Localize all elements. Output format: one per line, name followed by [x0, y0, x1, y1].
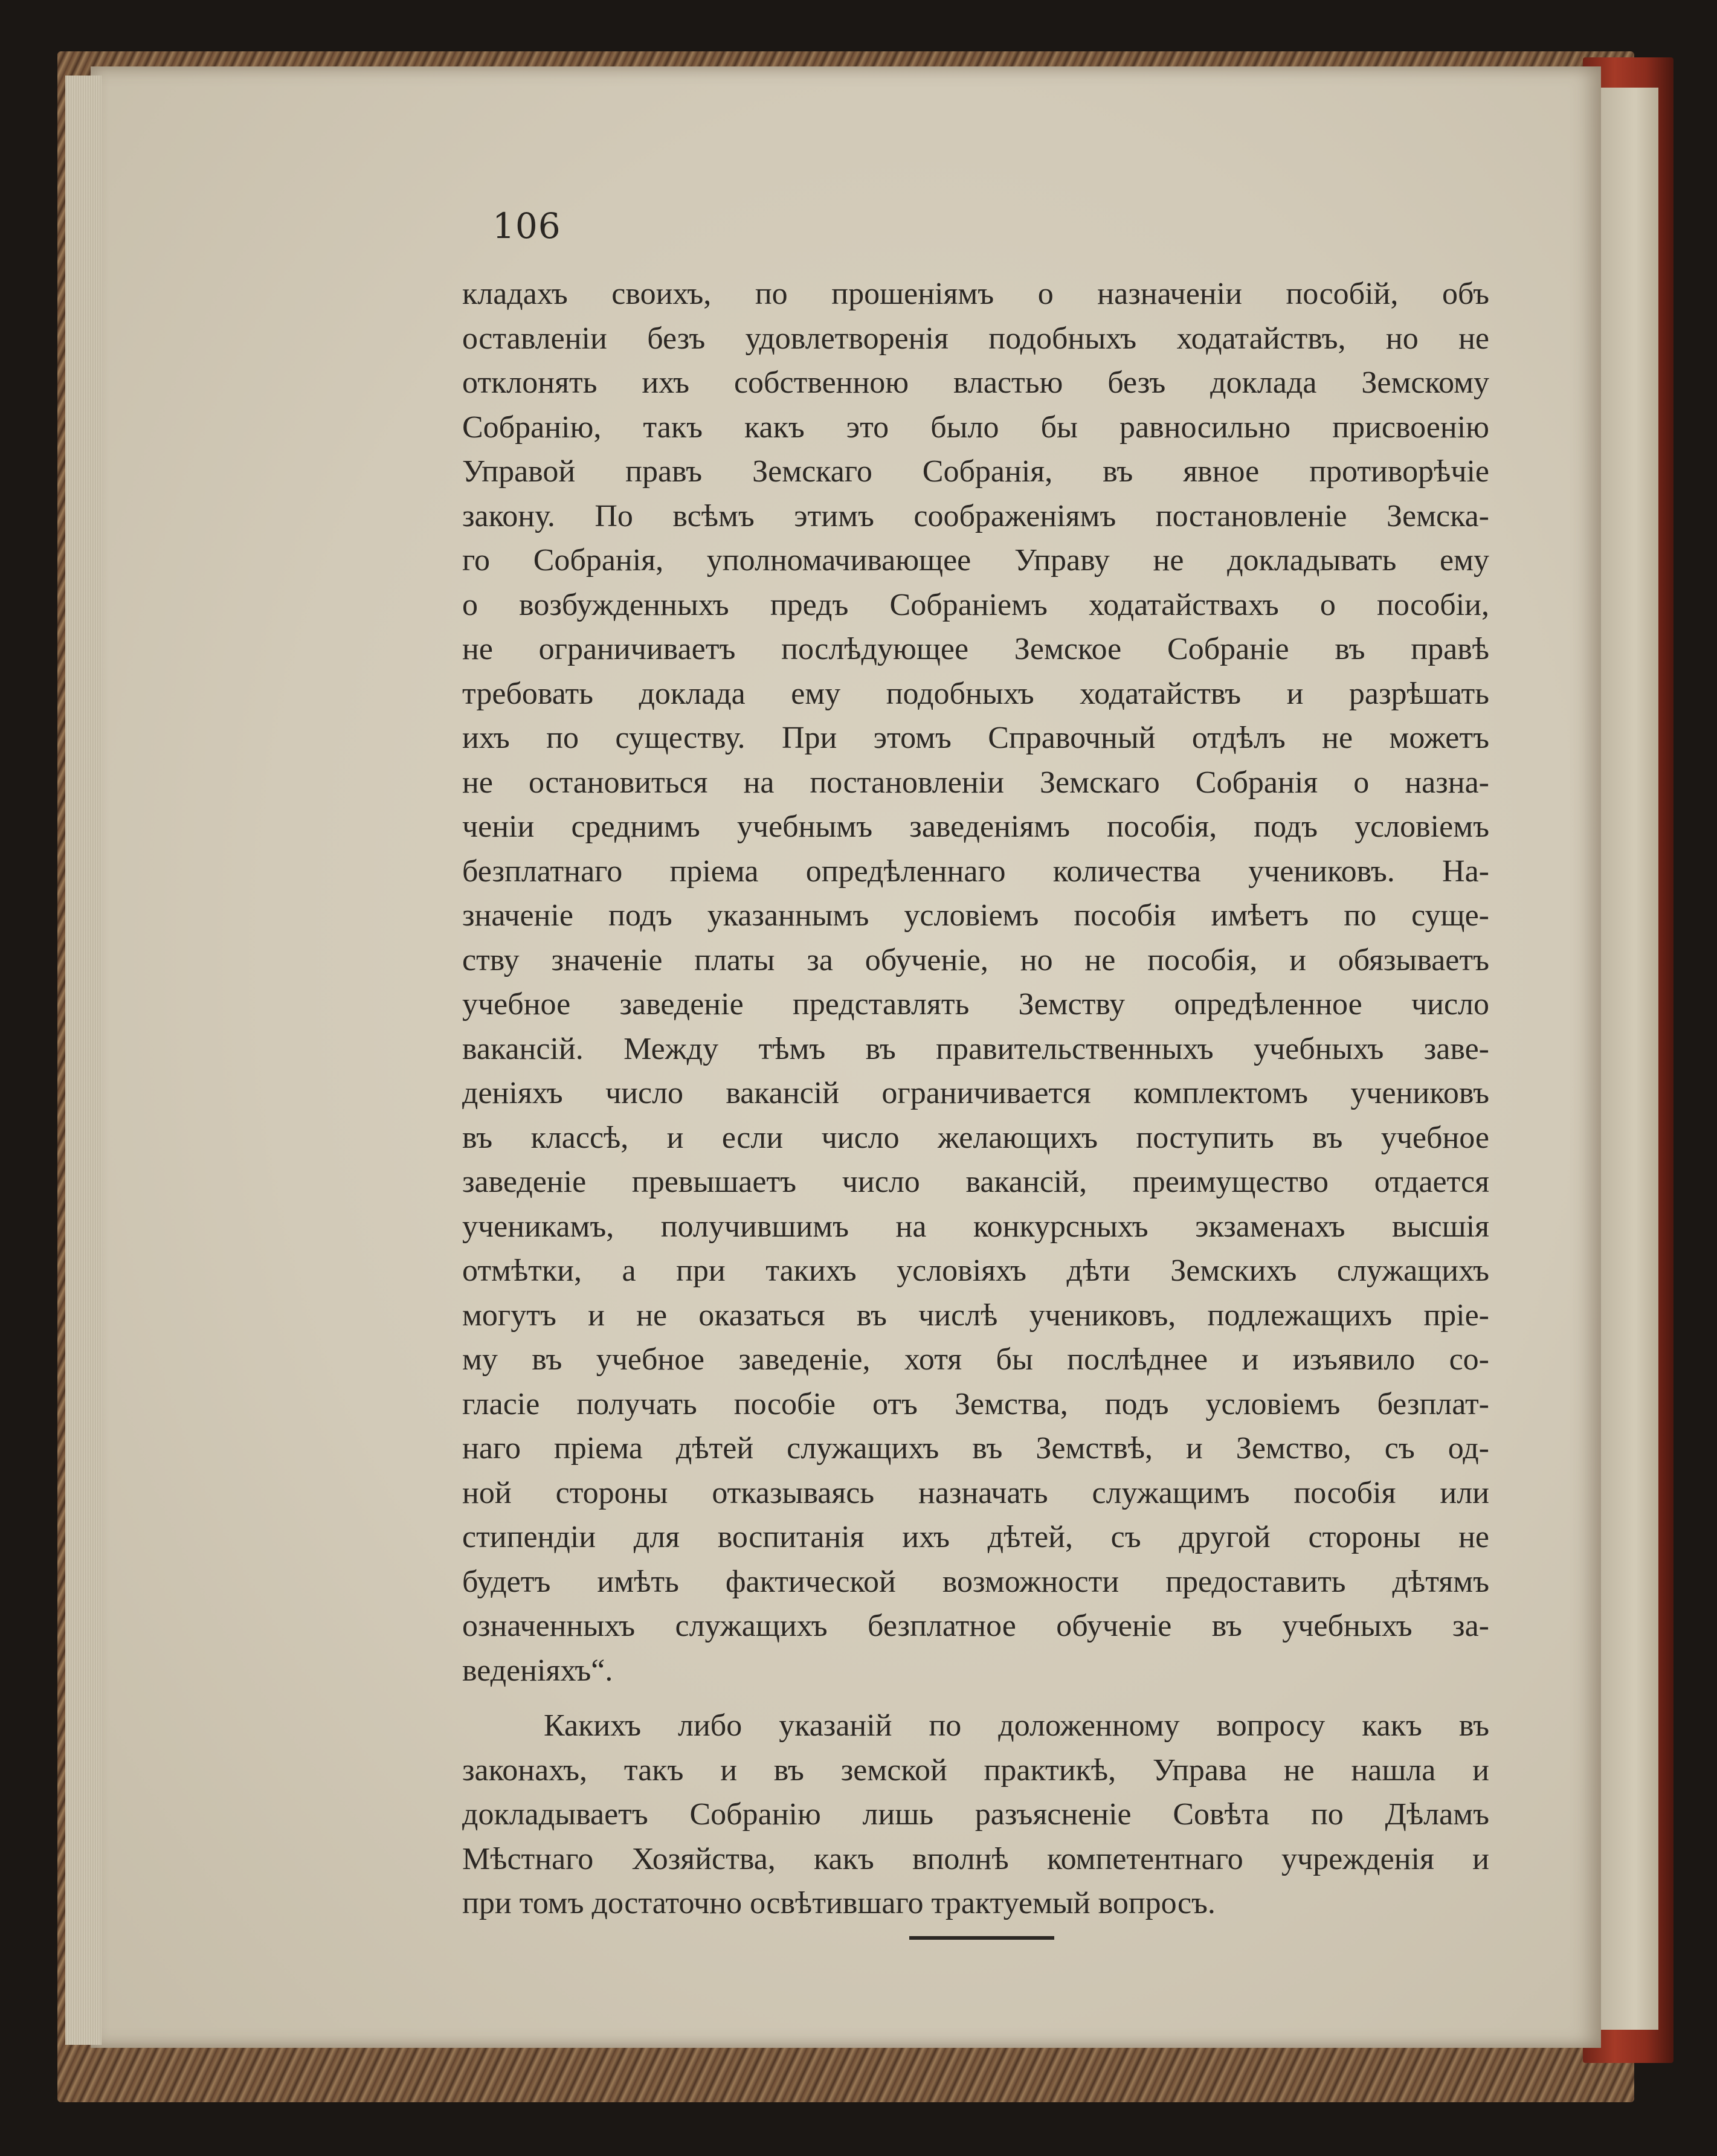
text-line: заведеніе превышаетъ число вакансій, преимущество отдается — [462, 1165, 1489, 1199]
paragraph-2 — [462, 1704, 1489, 1926]
text-line: при томъ достаточно освѣтившаго трактуемый вопросъ. — [462, 1886, 1216, 1920]
text-line: гласіе получать пособіе отъ Земства, подъ условіемъ безплат- — [462, 1386, 1489, 1421]
text-line: наго пріема дѣтей служащихъ въ Земствѣ, и Земство, съ од- — [462, 1431, 1489, 1466]
text-line: будетъ имѣть фактической возможности предоставить дѣтямъ — [462, 1564, 1489, 1599]
text-line: учебное заведеніе представлять Земству опредѣленное число — [462, 987, 1489, 1022]
text-line: му въ учебное заведеніе, хотя бы послѣднее и изъявило со- — [462, 1342, 1489, 1377]
text-line: Собранію, такъ какъ это было бы равносильно присвоенію — [462, 410, 1489, 445]
page-body-text — [462, 272, 1489, 1926]
text-line: деніяхъ число вакансій ограничивается комплектомъ учениковъ — [462, 1076, 1489, 1110]
text-line: закону. По всѣмъ этимъ соображеніямъ постановленіе Земска- — [462, 498, 1489, 533]
text-line: вакансій. Между тѣмъ въ правительственныхъ учебныхъ заве- — [462, 1031, 1489, 1066]
text-line: не ограничиваетъ послѣдующее Земское Собраніе въ правѣ — [462, 632, 1489, 666]
text-line: отклонять ихъ собственною властью безъ доклада Земскому — [462, 365, 1489, 400]
text-line: го Собранія, уполномачивающее Управу не докладывать ему — [462, 543, 1489, 578]
facing-page-edge — [1601, 88, 1658, 2030]
text-line: означенныхъ служащихъ безплатное обученіе въ учебныхъ за- — [462, 1609, 1489, 1643]
page-stack-edge — [65, 76, 101, 2045]
text-line: не остановиться на постановленіи Земскаго Собранія о назна- — [462, 765, 1489, 800]
text-line: могутъ и не оказаться въ числѣ учениковъ, подлежащихъ пріе- — [462, 1298, 1489, 1333]
text-line: законахъ, такъ и въ земской практикѣ, Управа не нашла и — [462, 1752, 1489, 1788]
text-line: о возбужденныхъ предъ Собраніемъ ходатайствахъ о пособіи, — [462, 587, 1489, 622]
text-line: ству значеніе платы за обученіе, но не пособія, и обязываетъ — [462, 942, 1489, 977]
text-line: ученикамъ, получившимъ на конкурсныхъ экзаменахъ высшія — [462, 1209, 1489, 1244]
text-line: ченіи среднимъ учебнымъ заведеніямъ пособія, подъ условіемъ — [462, 809, 1489, 844]
text-line: Какихъ либо указаній по доложенному вопросу какъ въ — [544, 1708, 1489, 1743]
text-line: ной стороны отказываясь назначать служащимъ пособія или — [462, 1475, 1489, 1510]
text-line: кладахъ своихъ, по прошеніямъ о назначеніи пособій, объ — [462, 277, 1489, 311]
text-line: ихъ по существу. При этомъ Справочный отдѣлъ не можетъ — [462, 721, 1489, 755]
text-line: докладываетъ Собранію лишь разъясненіе Совѣта по Дѣламъ — [462, 1797, 1489, 1832]
text-line: отмѣтки, а при такихъ условіяхъ дѣти Земскихъ служащихъ — [462, 1253, 1489, 1288]
page-number: 106 — [492, 205, 561, 246]
text-line: стипендіи для воспитанія ихъ дѣтей, съ другой стороны не — [462, 1520, 1489, 1554]
text-line: Мѣстнаго Хозяйства, какъ вполнѣ компетентнаго учрежденія и — [462, 1841, 1489, 1876]
text-line: значеніе подъ указаннымъ условіемъ пособія имѣетъ по суще- — [462, 898, 1489, 933]
paragraph-1 — [462, 272, 1489, 1693]
text-line: безплатнаго пріема опредѣленнаго количества учениковъ. На- — [462, 854, 1489, 889]
text-line: веденіяхъ“. — [462, 1653, 613, 1688]
text-line: требовать доклада ему подобныхъ ходатайствъ и разрѣшать — [462, 676, 1489, 711]
text-line: въ классѣ, и если число желающихъ поступить въ учебное — [462, 1120, 1489, 1155]
text-line: Управой правъ Земскаго Собранія, въ явное противорѣчіе — [462, 454, 1489, 489]
section-divider-rule — [909, 1936, 1054, 1940]
text-line: оставленіи безъ удовлетворенія подобныхъ ходатайствъ, но не — [462, 321, 1489, 356]
